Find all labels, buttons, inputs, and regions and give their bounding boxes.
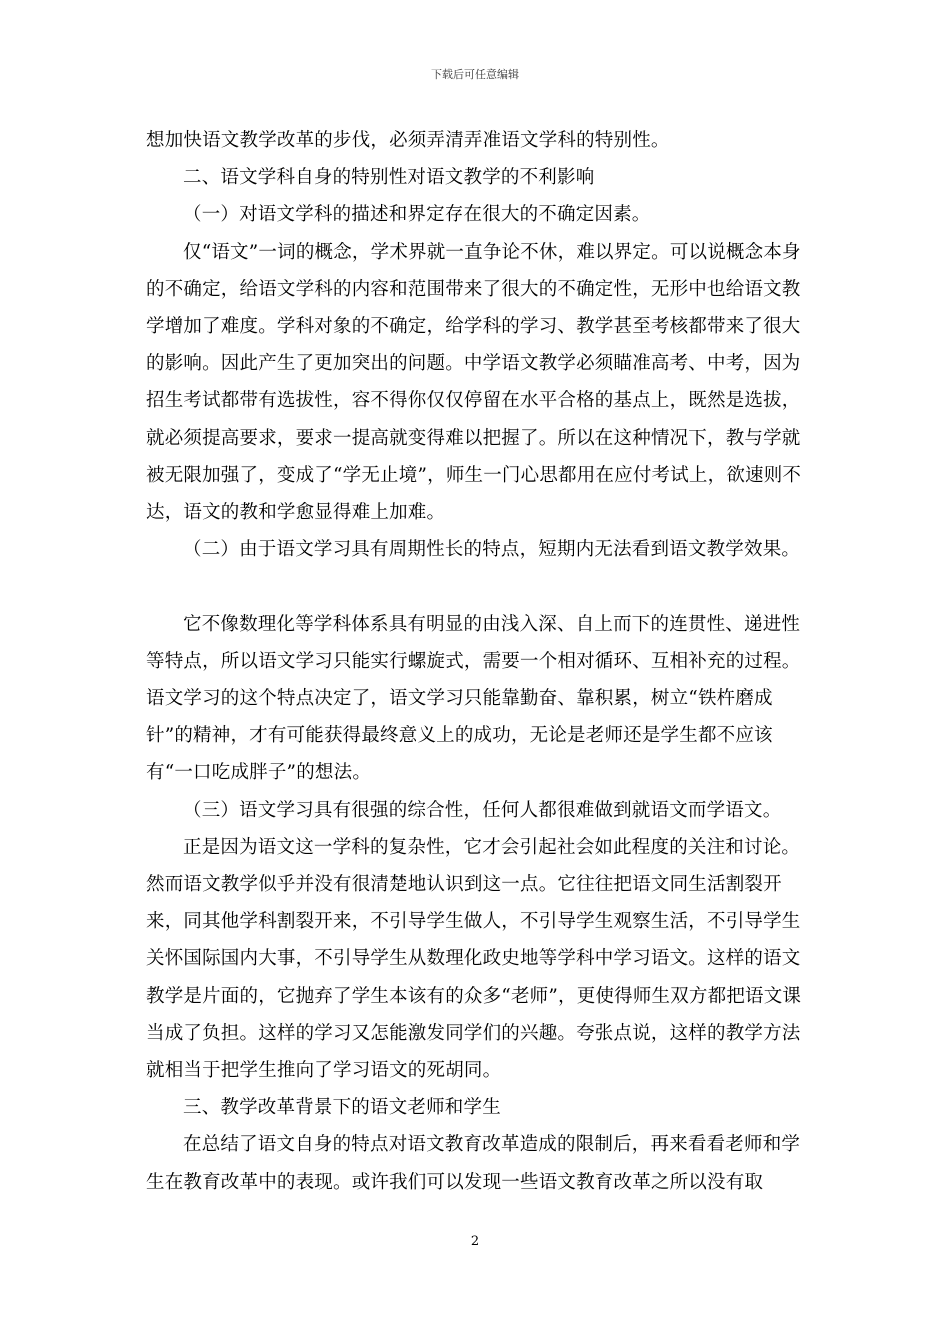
subsection-heading: （三）语文学习具有很强的综合性，任何人都很难做到就语文而学语文。 [183, 799, 782, 821]
page-number: 2 [470, 1234, 480, 1249]
section-heading: 二、语文学科自身的特别性对语文教学的不利影响 [183, 167, 595, 189]
blank-line [146, 568, 814, 605]
body-paragraph: 它不像数理化等学科体系具有明显的由浅入深、自上而下的连贯性、递进性等特点，所以语文学习只能实行螺旋式，需要一个相对循环、互相补充的过程。语文学习的这个特点决定了，语文学习只能靠勤奋、靠积累，树立“铁杵磨成针”的精神，才有可能获得最终意义上的成功，无论是老师还是学生都不应该有“一口吃成胖子”的想法。 [146, 613, 801, 784]
section-heading: 三、教学改革背景下的语文老师和学生 [183, 1097, 501, 1119]
page-header: 下载后可任意编辑 [431, 68, 519, 81]
subsection-heading: （二）由于语文学习具有周期性长的特点，短期内无法看到语文教学效果。 [183, 539, 801, 561]
body-paragraph: 在总结了语文自身的特点对语文教育改革造成的限制后，再来看看老师和学生在教育改革中的表现。或许我们可以发现一些语文教育改革之所以没有取 [146, 1134, 801, 1193]
body-paragraph: 正是因为语文这一学科的复杂性，它才会引起社会如此程度的关注和讨论。然而语文教学似乎并没有很清楚地认识到这一点。它往往把语文同生活割裂开来，同其他学科割裂开来，不引导学生做人，不引导学生观察生活，不引导学生关怀国际国内大事，不引导学生从数理化政史地等学科中学习语文。这样的语文教学是片面的，它抛弃了学生本该有的众多“老师”，更使得师生双方都把语文课当成了负担。这样的学习又怎能激发同学们的兴趣。夸张点说，这样的教学方法就相当于把学生推向了学习语文的死胡同。 [146, 836, 802, 1082]
subsection-heading: （一）对语文学科的描述和界定存在很大的不确定因素。 [183, 204, 651, 226]
document-body [146, 122, 814, 1201]
body-paragraph: 仅“语文”一词的概念，学术界就一直争论不休，难以界定。可以说概念本身的不确定，给语文学科的内容和范围带来了很大的不确定性，无形中也给语文教学增加了难度。学科对象的不确定，给学科的学习、教学甚至考核都带来了很大的影响。因此产生了更加突出的问题。中学语文教学必须瞄准高考、中考，因为招生考试都带有选拔性，容不得你仅仅停留在水平合格的基点上，既然是选拔，就必须提高要求，要求一提高就变得难以把握了。所以在这种情况下，教与学就被无限加强了，变成了“学无止境”，师生一门心思都用在应付考试上，欲速则不达，语文的教和学愈显得难上加难。 [146, 241, 802, 524]
paragraph-continuation: 想加快语文教学改革的步伐，必须弄清弄准语文学科的特别性。 [146, 130, 670, 151]
